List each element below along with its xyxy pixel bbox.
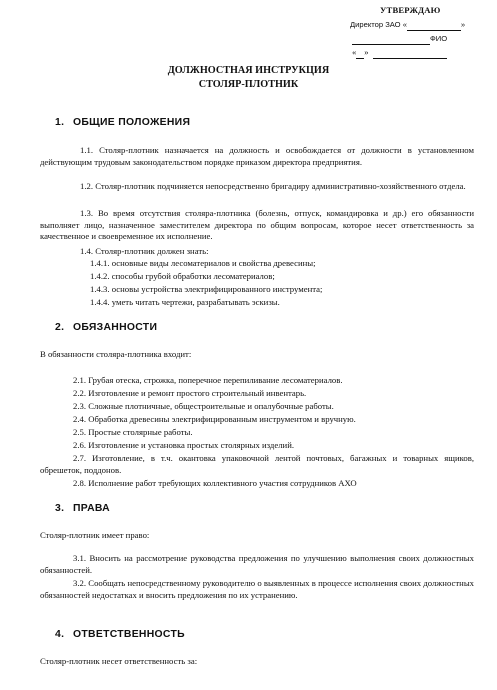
right-item-3-1: 3.1. Вносить на рассмотрение руководства предложения по улучшению выполнения своих должностных обязанностей.: [40, 553, 474, 575]
duty-item-2-1: 2.1. Грубая отеска, строжка, поперечное перепиливание лесоматериалов.: [73, 375, 343, 385]
section-1-number: 1.: [55, 117, 65, 128]
section-3-title: ПРАВА: [73, 503, 110, 514]
section-1-title: ОБЩИЕ ПОЛОЖЕНИЯ: [73, 117, 191, 128]
section-3-intro: Столяр-плотник имеет право:: [40, 530, 150, 540]
company-name-blank: [407, 17, 461, 31]
duty-item-2-2: 2.2. Изготовление и ремонт простого строительный инвентарь.: [73, 388, 307, 398]
duty-item-2-8: 2.8. Исполнение работ требующих коллективного участия сотрудников АХО: [73, 478, 357, 488]
approval-date-line: [350, 45, 490, 59]
date-close-quote: »: [364, 47, 369, 57]
subitem-1-4-3: 1.4.3. основы устройства электрифицированного инструмента;: [90, 284, 323, 294]
paragraph-1-3: 1.3. Во время отсутствия столяра-плотника (болезнь, отпуск, командировка и др.) его обязанности выполняет лицо, назначенное заместителем директора по общим вопросам, которое несет ответственность за качественное и своевременное их исполнение.: [40, 208, 474, 242]
section-4-title: ОТВЕТСТВЕННОСТЬ: [73, 629, 185, 640]
section-1-heading: [55, 117, 190, 128]
duty-item-2-7: 2.7. Изготовление, в т.ч. окантовка упаковочной лентой почтовых, багажных и товарных ящиков, обрешеток, поддонов.: [40, 453, 474, 475]
approval-fio-label: ФИО: [430, 34, 448, 43]
approval-signature-line: [350, 31, 490, 45]
section-2-heading: [55, 322, 157, 333]
document-subtitle: СТОЛЯР-ПЛОТНИК: [198, 79, 299, 90]
right-item-3-2: 3.2. Сообщать непосредственному руководителю о выявленных в процессе исполнения своих должностных обязанностей недостатках и вносить предложения по их устранению.: [40, 578, 474, 600]
approval-heading: УТВЕРЖДАЮ: [380, 5, 441, 15]
duty-item-2-3: 2.3. Сложные плотничные, общестроительные и опалубочные работы.: [73, 401, 334, 411]
section-2-number: 2.: [55, 322, 65, 333]
date-open-quote: «: [352, 47, 357, 57]
month-year-blank: [373, 45, 447, 59]
approval-director-close: »: [460, 20, 466, 29]
duty-item-2-4: 2.4. Обработка древесины электрифицированным инструментом и вручную.: [73, 414, 356, 424]
section-4-number: 4.: [55, 629, 65, 640]
approval-block: [350, 4, 490, 59]
document-title: ДОЛЖНОСТНАЯ ИНСТРУКЦИЯ: [167, 65, 330, 76]
section-2-intro: В обязанности столяра-плотника входит:: [40, 349, 192, 359]
paragraph-1-1: 1.1. Столяр-плотник назначается на должность и освобождается от должности в установленном действующим трудовым законодательством порядке приказом директора предприятия.: [40, 145, 474, 167]
approval-director-label: Директор ЗАО «: [350, 20, 407, 29]
approval-director-line: [350, 17, 490, 31]
section-2-title: ОБЯЗАННОСТИ: [73, 322, 158, 333]
subitem-1-4-4: 1.4.4. уметь читать чертежи, разрабатывать эскизы.: [90, 297, 280, 307]
paragraph-1-4: 1.4. Столяр-плотник должен знать:: [80, 246, 209, 256]
section-4-heading: [55, 629, 185, 640]
section-4-intro: Столяр-плотник несет ответственность за:: [40, 656, 198, 666]
section-3-number: 3.: [55, 503, 65, 514]
section-3-heading: [55, 503, 110, 514]
paragraph-1-2: 1.2. Столяр-плотник подчиняется непосредственно бригадиру административно-хозяйственного отдела.: [80, 181, 466, 191]
signature-blank: [352, 31, 430, 45]
subitem-1-4-1: 1.4.1. основные виды лесоматериалов и свойства древесины;: [90, 258, 316, 268]
subitem-1-4-2: 1.4.2. способы грубой обработки лесоматериалов;: [90, 271, 275, 281]
duty-item-2-6: 2.6. Изготовление и установка простых столярных изделий.: [73, 440, 295, 450]
duty-item-2-5: 2.5. Простые столярные работы.: [73, 427, 193, 437]
